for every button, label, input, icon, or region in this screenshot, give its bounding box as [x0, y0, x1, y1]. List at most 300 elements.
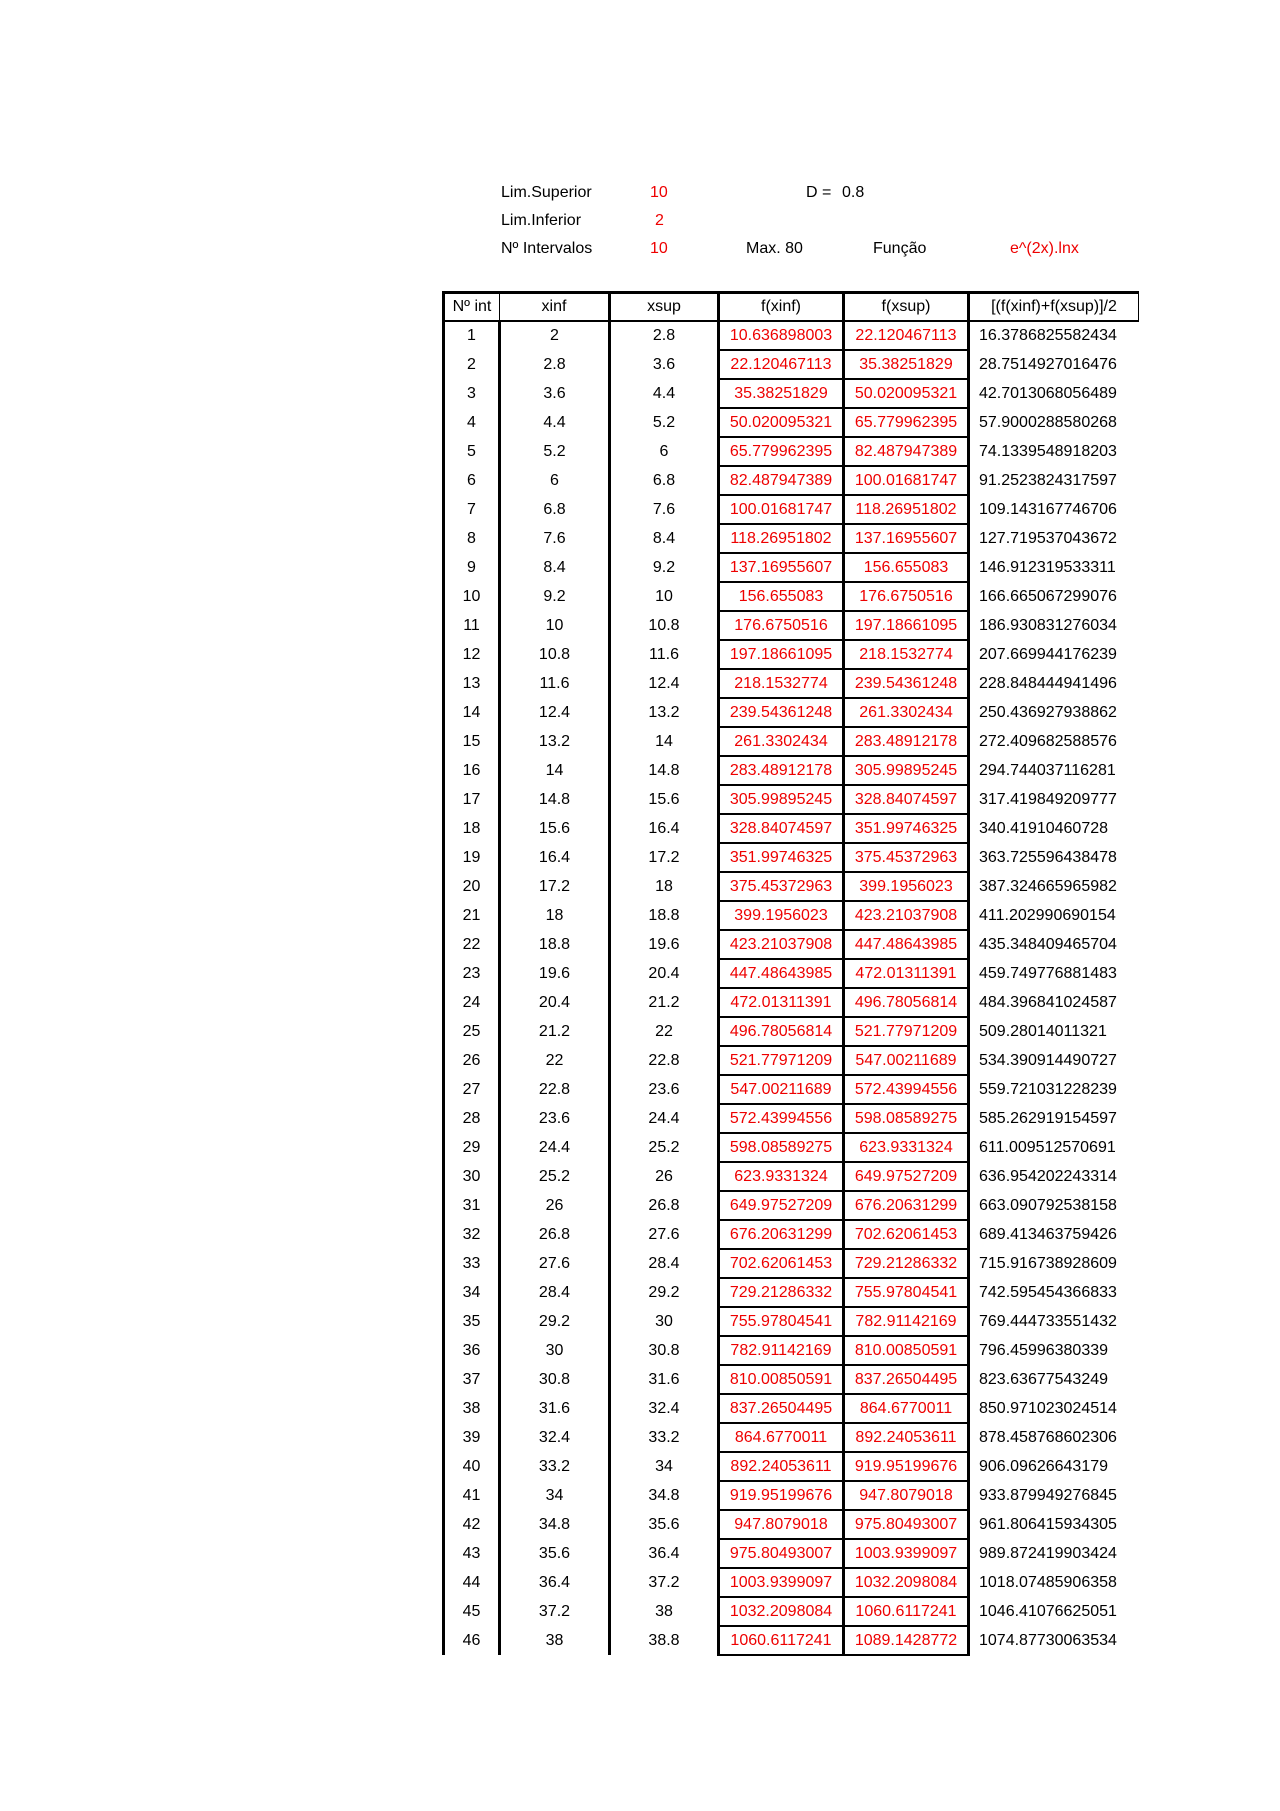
cell-f-xsup[interactable]: 547.00211689 [844, 1046, 969, 1075]
cell-f-xsup[interactable]: 1060.6117241 [844, 1597, 969, 1626]
cell-f-xinf[interactable]: 1060.6117241 [719, 1626, 844, 1655]
cell-average[interactable]: 534.390914490727 [979, 1051, 1117, 1069]
cell-xinf[interactable]: 33.2 [500, 1452, 610, 1481]
cell-xsup[interactable]: 6 [610, 437, 719, 466]
cell-f-xsup[interactable]: 975.80493007 [844, 1510, 969, 1539]
cell-average[interactable]: 91.2523824317597 [979, 471, 1117, 489]
cell-average[interactable]: 340.41910460728 [979, 819, 1109, 837]
cell-f-xinf[interactable]: 239.54361248 [719, 698, 844, 727]
table-row [444, 611, 1139, 640]
cell-average[interactable]: 16.3786825582434 [979, 327, 1117, 344]
cell-n-int[interactable]: 3 [444, 379, 500, 408]
cell-f-xinf[interactable]: 975.80493007 [719, 1539, 844, 1568]
cell-n-int[interactable]: 38 [444, 1394, 500, 1423]
cell-f-xsup[interactable]: 810.00850591 [844, 1336, 969, 1365]
cell-average[interactable]: 42.7013068056489 [979, 384, 1117, 402]
cell-n-int[interactable]: 42 [444, 1510, 500, 1539]
cell-n-int[interactable]: 7 [444, 495, 500, 524]
cell-average[interactable]: 611.009512570691 [979, 1138, 1116, 1156]
cell-n-int[interactable]: 12 [444, 640, 500, 669]
cell-average[interactable]: 933.879949276845 [979, 1486, 1117, 1504]
cell-xsup[interactable]: 9.2 [610, 553, 719, 582]
cell-xsup[interactable]: 23.6 [610, 1075, 719, 1104]
cell-average[interactable]: 636.954202243314 [979, 1167, 1117, 1185]
cell-xinf[interactable]: 14 [500, 756, 610, 785]
cell-average[interactable]: 186.930831276034 [979, 616, 1117, 634]
cell-f-xinf[interactable]: 472.01311391 [719, 988, 844, 1017]
cell-n-int[interactable]: 2 [444, 350, 500, 379]
cell-n-int[interactable]: 40 [444, 1452, 500, 1481]
cell-xinf[interactable]: 20.4 [500, 988, 610, 1017]
cell-xinf[interactable]: 27.6 [500, 1249, 610, 1278]
cell-average[interactable]: 878.458768602306 [979, 1428, 1117, 1446]
table-row [444, 553, 1139, 582]
cell-average[interactable]: 74.1339548918203 [979, 442, 1117, 460]
cell-f-xsup[interactable]: 472.01311391 [844, 959, 969, 988]
cell-xsup[interactable]: 29.2 [610, 1278, 719, 1307]
cell-f-xinf[interactable]: 729.21286332 [719, 1278, 844, 1307]
cell-f-xinf[interactable]: 755.97804541 [719, 1307, 844, 1336]
cell-xsup[interactable]: 25.2 [610, 1133, 719, 1162]
cell-xinf[interactable]: 28.4 [500, 1278, 610, 1307]
cell-f-xsup[interactable]: 156.655083 [844, 553, 969, 582]
cell-xsup[interactable]: 20.4 [610, 959, 719, 988]
cell-f-xsup[interactable]: 261.3302434 [844, 698, 969, 727]
cell-average[interactable]: 109.143167746706 [979, 500, 1117, 518]
cell-n-int[interactable]: 45 [444, 1597, 500, 1626]
cell-average[interactable]: 317.419849209777 [979, 790, 1117, 808]
cell-n-int[interactable]: 46 [444, 1626, 500, 1655]
cell-xinf[interactable]: 32.4 [500, 1423, 610, 1452]
cell-xinf[interactable]: 22 [500, 1046, 610, 1075]
cell-n-int[interactable]: 23 [444, 959, 500, 988]
cell-f-xsup[interactable]: 375.45372963 [844, 843, 969, 872]
cell-xsup[interactable]: 32.4 [610, 1394, 719, 1423]
cell-f-xsup[interactable]: 328.84074597 [844, 785, 969, 814]
cell-average[interactable]: 559.721031228239 [979, 1080, 1117, 1098]
cell-xinf[interactable]: 9.2 [500, 582, 610, 611]
cell-xsup[interactable]: 31.6 [610, 1365, 719, 1394]
cell-xinf[interactable]: 36.4 [500, 1568, 610, 1597]
cell-f-xinf[interactable]: 283.48912178 [719, 756, 844, 785]
cell-n-int[interactable]: 30 [444, 1162, 500, 1191]
cell-f-xsup[interactable]: 676.20631299 [844, 1191, 969, 1220]
cell-f-xinf[interactable]: 328.84074597 [719, 814, 844, 843]
table-row [444, 814, 1139, 843]
cell-xinf[interactable]: 5.2 [500, 437, 610, 466]
cell-xsup[interactable]: 6.8 [610, 466, 719, 495]
cell-f-xsup[interactable]: 729.21286332 [844, 1249, 969, 1278]
cell-f-xsup[interactable]: 496.78056814 [844, 988, 969, 1017]
cell-f-xinf[interactable]: 305.99895245 [719, 785, 844, 814]
cell-f-xsup[interactable]: 50.020095321 [844, 379, 969, 408]
table-row [444, 1394, 1139, 1423]
cell-xsup[interactable]: 12.4 [610, 669, 719, 698]
cell-xinf[interactable]: 3.6 [500, 379, 610, 408]
cell-average[interactable]: 484.396841024587 [979, 993, 1117, 1011]
cell-f-xinf[interactable]: 261.3302434 [719, 727, 844, 756]
cell-f-xsup[interactable]: 623.9331324 [844, 1133, 969, 1162]
cell-f-xinf[interactable]: 218.1532774 [719, 669, 844, 698]
cell-xsup[interactable]: 5.2 [610, 408, 719, 437]
cell-n-int[interactable]: 10 [444, 582, 500, 611]
table-row [444, 1597, 1139, 1626]
cell-xsup[interactable]: 2.8 [610, 321, 719, 350]
cell-xsup[interactable]: 3.6 [610, 350, 719, 379]
cell-xsup[interactable]: 22 [610, 1017, 719, 1046]
cell-f-xsup[interactable]: 702.62061453 [844, 1220, 969, 1249]
cell-f-xinf[interactable]: 947.8079018 [719, 1510, 844, 1539]
cell-f-xinf[interactable]: 547.00211689 [719, 1075, 844, 1104]
cell-xsup[interactable]: 17.2 [610, 843, 719, 872]
cell-xinf[interactable]: 19.6 [500, 959, 610, 988]
cell-average[interactable]: 509.28014011321 [979, 1022, 1107, 1040]
col-header-f-xinf: f(xinf) [719, 293, 844, 322]
cell-f-xinf[interactable]: 782.91142169 [719, 1336, 844, 1365]
cell-xinf[interactable]: 10.8 [500, 640, 610, 669]
cell-n-int[interactable]: 8 [444, 524, 500, 553]
cell-n-int[interactable]: 11 [444, 611, 500, 640]
cell-average[interactable]: 742.595454366833 [979, 1283, 1117, 1301]
cell-n-int[interactable]: 39 [444, 1423, 500, 1452]
cell-f-xsup[interactable]: 118.26951802 [844, 495, 969, 524]
cell-f-xsup[interactable]: 283.48912178 [844, 727, 969, 756]
header-row [444, 293, 1139, 322]
cell-f-xinf[interactable]: 65.779962395 [719, 437, 844, 466]
cell-f-xinf[interactable]: 864.6770011 [719, 1423, 844, 1452]
cell-xsup[interactable]: 18 [610, 872, 719, 901]
cell-n-int[interactable]: 44 [444, 1568, 500, 1597]
funcao-value[interactable]: e^(2x).lnx [1010, 240, 1079, 257]
cell-f-xsup[interactable]: 137.16955607 [844, 524, 969, 553]
lim-inferior-value[interactable]: 2 [655, 212, 664, 229]
cell-average[interactable]: 387.324665965982 [979, 877, 1117, 895]
cell-xsup[interactable]: 34 [610, 1452, 719, 1481]
cell-f-xsup[interactable]: 572.43994556 [844, 1075, 969, 1104]
table-row [444, 1626, 1139, 1655]
cell-xsup[interactable]: 26 [610, 1162, 719, 1191]
cell-average[interactable]: 1074.87730063534 [979, 1631, 1117, 1649]
cell-average[interactable]: 796.45996380339 [979, 1341, 1109, 1359]
cell-xinf[interactable]: 38 [500, 1626, 610, 1655]
cell-xinf[interactable]: 6.8 [500, 495, 610, 524]
cell-xsup[interactable]: 34.8 [610, 1481, 719, 1510]
cell-f-xsup[interactable]: 399.1956023 [844, 872, 969, 901]
cell-f-xinf[interactable]: 50.020095321 [719, 408, 844, 437]
cell-f-xinf[interactable]: 100.01681747 [719, 495, 844, 524]
cell-n-int[interactable]: 19 [444, 843, 500, 872]
cell-average[interactable]: 272.409682588576 [979, 732, 1117, 750]
cell-n-int[interactable]: 29 [444, 1133, 500, 1162]
cell-f-xsup[interactable]: 22.120467113 [844, 321, 969, 350]
funcao-label: Função [873, 240, 927, 257]
cell-xsup[interactable]: 38 [610, 1597, 719, 1626]
cell-f-xsup[interactable]: 947.8079018 [844, 1481, 969, 1510]
table-row [444, 959, 1139, 988]
cell-xinf[interactable]: 29.2 [500, 1307, 610, 1336]
cell-xsup[interactable]: 24.4 [610, 1104, 719, 1133]
cell-n-int[interactable]: 6 [444, 466, 500, 495]
cell-average[interactable]: 906.09626643179 [979, 1457, 1109, 1475]
col-header-average: [(f(xinf)+f(xsup)]/2 [969, 293, 1139, 322]
cell-xinf[interactable]: 11.6 [500, 669, 610, 698]
cell-xinf[interactable]: 7.6 [500, 524, 610, 553]
cell-xinf[interactable]: 23.6 [500, 1104, 610, 1133]
cell-f-xinf[interactable]: 137.16955607 [719, 553, 844, 582]
cell-f-xinf[interactable]: 423.21037908 [719, 930, 844, 959]
cell-n-int[interactable]: 31 [444, 1191, 500, 1220]
cell-n-int[interactable]: 16 [444, 756, 500, 785]
cell-average[interactable]: 294.744037116281 [979, 761, 1116, 779]
table-row [444, 640, 1139, 669]
cell-average[interactable]: 823.63677543249 [979, 1370, 1109, 1388]
cell-average[interactable]: 459.749776881483 [979, 964, 1117, 982]
cell-xsup[interactable]: 19.6 [610, 930, 719, 959]
cell-f-xsup[interactable]: 447.48643985 [844, 930, 969, 959]
cell-n-int[interactable]: 21 [444, 901, 500, 930]
cell-xsup[interactable]: 7.6 [610, 495, 719, 524]
cell-f-xsup[interactable]: 892.24053611 [844, 1423, 969, 1452]
cell-xinf[interactable]: 8.4 [500, 553, 610, 582]
cell-f-xsup[interactable]: 864.6770011 [844, 1394, 969, 1423]
cell-xsup[interactable]: 14 [610, 727, 719, 756]
cell-n-int[interactable]: 37 [444, 1365, 500, 1394]
cell-f-xinf[interactable]: 676.20631299 [719, 1220, 844, 1249]
cell-n-int[interactable]: 43 [444, 1539, 500, 1568]
cell-f-xinf[interactable]: 521.77971209 [719, 1046, 844, 1075]
cell-n-int[interactable]: 17 [444, 785, 500, 814]
cell-average[interactable]: 166.665067299076 [979, 587, 1117, 605]
cell-xsup[interactable]: 36.4 [610, 1539, 719, 1568]
cell-f-xinf[interactable]: 447.48643985 [719, 959, 844, 988]
cell-xinf[interactable]: 4.4 [500, 408, 610, 437]
table-row [444, 1191, 1139, 1220]
cell-xinf[interactable]: 17.2 [500, 872, 610, 901]
cell-f-xinf[interactable]: 176.6750516 [719, 611, 844, 640]
cell-f-xinf[interactable]: 35.38251829 [719, 379, 844, 408]
cell-average[interactable]: 689.413463759426 [979, 1225, 1117, 1243]
cell-xsup[interactable]: 26.8 [610, 1191, 719, 1220]
cell-n-int[interactable]: 9 [444, 553, 500, 582]
cell-f-xsup[interactable]: 1003.9399097 [844, 1539, 969, 1568]
cell-n-int[interactable]: 22 [444, 930, 500, 959]
cell-f-xinf[interactable]: 118.26951802 [719, 524, 844, 553]
cell-xsup[interactable]: 28.4 [610, 1249, 719, 1278]
cell-xinf[interactable]: 35.6 [500, 1539, 610, 1568]
cell-n-int[interactable]: 36 [444, 1336, 500, 1365]
cell-n-int[interactable]: 15 [444, 727, 500, 756]
lim-superior-value[interactable]: 10 [650, 184, 668, 201]
table-row [444, 1104, 1139, 1133]
n-intervalos-value[interactable]: 10 [650, 240, 668, 257]
cell-f-xinf[interactable]: 837.26504495 [719, 1394, 844, 1423]
cell-average[interactable]: 146.912319533311 [979, 558, 1116, 576]
cell-average[interactable]: 1046.41076625051 [979, 1602, 1117, 1620]
col-header-xsup: xsup [610, 293, 719, 322]
cell-average[interactable]: 250.436927938862 [979, 703, 1117, 721]
cell-f-xinf[interactable]: 919.95199676 [719, 1481, 844, 1510]
cell-f-xinf[interactable]: 351.99746325 [719, 843, 844, 872]
cell-f-xsup[interactable]: 82.487947389 [844, 437, 969, 466]
cell-f-xsup[interactable]: 65.779962395 [844, 408, 969, 437]
cell-n-int[interactable]: 28 [444, 1104, 500, 1133]
cell-f-xsup[interactable]: 423.21037908 [844, 901, 969, 930]
cell-f-xsup[interactable]: 755.97804541 [844, 1278, 969, 1307]
cell-n-int[interactable]: 4 [444, 408, 500, 437]
cell-n-int[interactable]: 20 [444, 872, 500, 901]
cell-xsup[interactable]: 33.2 [610, 1423, 719, 1452]
cell-xsup[interactable]: 30 [610, 1307, 719, 1336]
cell-n-int[interactable]: 41 [444, 1481, 500, 1510]
cell-xinf[interactable]: 22.8 [500, 1075, 610, 1104]
cell-xsup[interactable]: 35.6 [610, 1510, 719, 1539]
cell-average[interactable]: 411.202990690154 [979, 906, 1116, 924]
cell-xinf[interactable]: 30 [500, 1336, 610, 1365]
cell-xinf[interactable]: 30.8 [500, 1365, 610, 1394]
cell-f-xsup[interactable]: 649.97527209 [844, 1162, 969, 1191]
table-row [444, 669, 1139, 698]
cell-n-int[interactable]: 27 [444, 1075, 500, 1104]
cell-xinf[interactable]: 15.6 [500, 814, 610, 843]
cell-average[interactable]: 28.7514927016476 [979, 355, 1117, 373]
cell-n-int[interactable]: 1 [444, 321, 500, 350]
cell-n-int[interactable]: 35 [444, 1307, 500, 1336]
table-row [444, 1249, 1139, 1278]
cell-xsup[interactable]: 4.4 [610, 379, 719, 408]
cell-xsup[interactable]: 14.8 [610, 756, 719, 785]
cell-f-xinf[interactable]: 649.97527209 [719, 1191, 844, 1220]
cell-average[interactable]: 663.090792538158 [979, 1196, 1117, 1214]
cell-f-xsup[interactable]: 351.99746325 [844, 814, 969, 843]
cell-f-xinf[interactable]: 892.24053611 [719, 1452, 844, 1481]
cell-average[interactable]: 228.848444941496 [979, 674, 1117, 692]
cell-xsup[interactable]: 27.6 [610, 1220, 719, 1249]
cell-xinf[interactable]: 2 [500, 321, 610, 350]
cell-xinf[interactable]: 18 [500, 901, 610, 930]
cell-f-xinf[interactable]: 702.62061453 [719, 1249, 844, 1278]
cell-average[interactable]: 961.806415934305 [979, 1515, 1117, 1533]
cell-xsup[interactable]: 38.8 [610, 1626, 719, 1655]
cell-xsup[interactable]: 13.2 [610, 698, 719, 727]
cell-n-int[interactable]: 25 [444, 1017, 500, 1046]
cell-n-int[interactable]: 18 [444, 814, 500, 843]
cell-n-int[interactable]: 14 [444, 698, 500, 727]
cell-average[interactable]: 207.669944176239 [979, 645, 1117, 663]
cell-average[interactable]: 363.725596438478 [979, 848, 1117, 866]
cell-average[interactable]: 850.971023024514 [979, 1399, 1117, 1417]
table-row [444, 408, 1139, 437]
cell-f-xsup[interactable]: 1089.1428772 [844, 1626, 969, 1655]
cell-xinf[interactable]: 25.2 [500, 1162, 610, 1191]
cell-xinf[interactable]: 31.6 [500, 1394, 610, 1423]
cell-xinf[interactable]: 21.2 [500, 1017, 610, 1046]
cell-xsup[interactable]: 21.2 [610, 988, 719, 1017]
cell-xsup[interactable]: 15.6 [610, 785, 719, 814]
cell-f-xinf[interactable]: 623.9331324 [719, 1162, 844, 1191]
cell-xsup[interactable]: 8.4 [610, 524, 719, 553]
cell-f-xsup[interactable]: 919.95199676 [844, 1452, 969, 1481]
cell-average[interactable]: 769.444733551432 [979, 1312, 1117, 1330]
cell-f-xsup[interactable]: 218.1532774 [844, 640, 969, 669]
cell-f-xsup[interactable]: 176.6750516 [844, 582, 969, 611]
cell-f-xinf[interactable]: 1003.9399097 [719, 1568, 844, 1597]
cell-f-xsup[interactable]: 100.01681747 [844, 466, 969, 495]
cell-n-int[interactable]: 5 [444, 437, 500, 466]
cell-xinf[interactable]: 10 [500, 611, 610, 640]
cell-f-xsup[interactable]: 35.38251829 [844, 350, 969, 379]
cell-f-xsup[interactable]: 782.91142169 [844, 1307, 969, 1336]
table-row [444, 1452, 1139, 1481]
cell-xinf[interactable]: 12.4 [500, 698, 610, 727]
cell-f-xsup[interactable]: 837.26504495 [844, 1365, 969, 1394]
cell-f-xsup[interactable]: 598.08589275 [844, 1104, 969, 1133]
cell-f-xinf[interactable]: 598.08589275 [719, 1133, 844, 1162]
cell-xsup[interactable]: 16.4 [610, 814, 719, 843]
table-row [444, 1220, 1139, 1249]
cell-f-xsup[interactable]: 521.77971209 [844, 1017, 969, 1046]
cell-f-xinf[interactable]: 156.655083 [719, 582, 844, 611]
cell-average[interactable]: 715.916738928609 [979, 1254, 1117, 1272]
cell-average[interactable]: 57.9000288580268 [979, 413, 1117, 431]
cell-f-xsup[interactable]: 197.18661095 [844, 611, 969, 640]
cell-xinf[interactable]: 26 [500, 1191, 610, 1220]
cell-xinf[interactable]: 2.8 [500, 350, 610, 379]
cell-f-xsup[interactable]: 1032.2098084 [844, 1568, 969, 1597]
cell-xinf[interactable]: 13.2 [500, 727, 610, 756]
cell-f-xsup[interactable]: 239.54361248 [844, 669, 969, 698]
cell-f-xinf[interactable]: 375.45372963 [719, 872, 844, 901]
cell-xinf[interactable]: 18.8 [500, 930, 610, 959]
cell-xsup[interactable]: 30.8 [610, 1336, 719, 1365]
cell-n-int[interactable]: 24 [444, 988, 500, 1017]
cell-f-xinf[interactable]: 197.18661095 [719, 640, 844, 669]
cell-xinf[interactable]: 26.8 [500, 1220, 610, 1249]
cell-xsup[interactable]: 10.8 [610, 611, 719, 640]
cell-xinf[interactable]: 16.4 [500, 843, 610, 872]
cell-average[interactable]: 435.348409465704 [979, 935, 1117, 953]
cell-f-xsup[interactable]: 305.99895245 [844, 756, 969, 785]
cell-average[interactable]: 127.719537043672 [979, 529, 1117, 547]
cell-xinf[interactable]: 34.8 [500, 1510, 610, 1539]
cell-average[interactable]: 585.262919154597 [979, 1109, 1117, 1127]
cell-n-int[interactable]: 34 [444, 1278, 500, 1307]
cell-xsup[interactable]: 11.6 [610, 640, 719, 669]
cell-xsup[interactable]: 18.8 [610, 901, 719, 930]
cell-n-int[interactable]: 32 [444, 1220, 500, 1249]
cell-average[interactable]: 1018.07485906358 [979, 1573, 1117, 1591]
cell-n-int[interactable]: 13 [444, 669, 500, 698]
cell-f-xinf[interactable]: 399.1956023 [719, 901, 844, 930]
cell-n-int[interactable]: 26 [444, 1046, 500, 1075]
cell-f-xinf[interactable]: 10.636898003 [719, 321, 844, 350]
cell-xinf[interactable]: 37.2 [500, 1597, 610, 1626]
cell-xsup[interactable]: 22.8 [610, 1046, 719, 1075]
cell-f-xinf[interactable]: 496.78056814 [719, 1017, 844, 1046]
cell-xinf[interactable]: 24.4 [500, 1133, 610, 1162]
cell-f-xinf[interactable]: 1032.2098084 [719, 1597, 844, 1626]
cell-f-xinf[interactable]: 572.43994556 [719, 1104, 844, 1133]
cell-xinf[interactable]: 6 [500, 466, 610, 495]
cell-xinf[interactable]: 14.8 [500, 785, 610, 814]
cell-xinf[interactable]: 34 [500, 1481, 610, 1510]
cell-n-int[interactable]: 33 [444, 1249, 500, 1278]
cell-average[interactable]: 989.872419903424 [979, 1544, 1117, 1562]
cell-f-xinf[interactable]: 82.487947389 [719, 466, 844, 495]
cell-xsup[interactable]: 10 [610, 582, 719, 611]
cell-f-xinf[interactable]: 810.00850591 [719, 1365, 844, 1394]
cell-xsup[interactable]: 37.2 [610, 1568, 719, 1597]
cell-f-xinf[interactable]: 22.120467113 [719, 350, 844, 379]
